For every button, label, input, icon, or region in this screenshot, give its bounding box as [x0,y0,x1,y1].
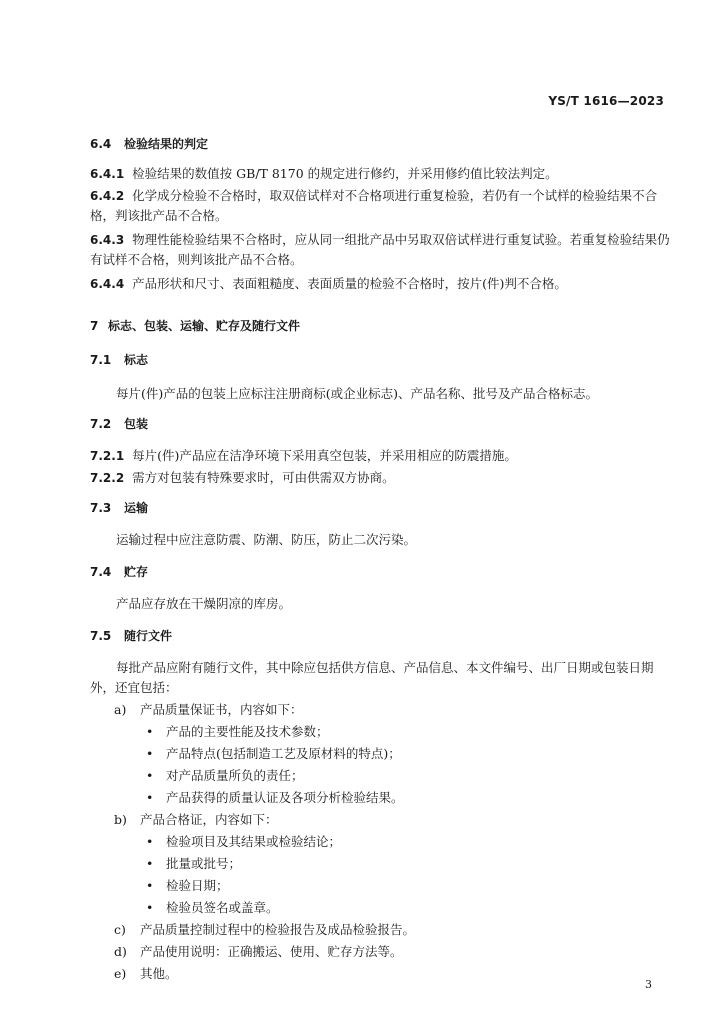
bullet-text: 检验员签名或盖章。 [166,900,279,915]
section-7-3-heading [90,498,670,518]
bullet-icon: • [146,856,154,871]
bullet-text: 批量或批号； [166,856,242,871]
section-number: 6.4 [90,137,112,151]
section-number: 7.2 [90,417,112,431]
bullet-text: 检验项目及其结果或检验结论； [166,834,342,849]
section-title: 贮存 [124,565,149,579]
list-marker: b) [114,812,127,827]
clause-text: 物理性能检验结果不合格时，应从同一组批产品中另取双倍试样进行重复试验。若重复检验结果仍有试样不合格，则判该批产品不合格。 [90,232,670,267]
section-number: 7.3 [90,501,112,515]
clause-number: 6.4.2 [90,189,125,203]
section-7-4-heading [90,562,670,582]
bullet-icon: • [146,768,154,783]
clause-number: 7.2.1 [90,449,125,463]
page-number: 3 [645,978,652,991]
clause-text: 产品形状和尺寸、表面粗糙度、表面质量的检验不合格时，按片(件)判不合格。 [132,276,567,291]
bullet-text: 检验日期； [166,878,229,893]
section-7-heading [90,316,670,336]
standard-code: YS/T 1616—2023 [548,94,664,108]
section-7-3-text: 运输过程中应注意防震、防潮、防压，防止二次污染。 [116,532,417,547]
clause-number: 7.2.2 [90,471,125,485]
bullet-text: 产品特点(包括制造工艺及原材料的特点)； [166,746,401,761]
bullet-item [146,898,666,918]
bullet-text: 产品获得的质量认证及各项分析检验结果。 [166,790,404,805]
bullet-item [146,744,666,764]
clause-6-4-4 [90,274,670,294]
bullet-text: 产品的主要性能及技术参数； [166,724,329,739]
bullet-item [146,766,666,786]
bullet-icon: • [146,790,154,805]
clause-6-4-3 [90,230,670,270]
section-7-4-text: 产品应存放在干燥阴凉的库房。 [116,596,292,611]
bullet-icon: • [146,834,154,849]
clause-number: 6.4.1 [90,167,125,181]
list-marker: d) [114,944,127,959]
list-text: 产品质量保证书，内容如下： [140,702,303,717]
bullet-icon: • [146,724,154,739]
section-7-2-heading [90,414,670,434]
list-item-e [114,964,674,984]
list-text: 产品合格证，内容如下： [140,812,278,827]
clause-6-4-1 [90,164,670,184]
list-item-a [114,700,674,720]
list-marker: c) [114,922,126,937]
section-7-1-heading [90,350,670,370]
bullet-item [146,854,666,874]
section-title: 随行文件 [124,629,173,643]
bullet-item [146,722,666,742]
clause-6-4-2 [90,186,670,226]
list-marker: a) [114,702,127,717]
list-marker: e) [114,966,127,981]
clause-number: 6.4.3 [90,233,125,247]
clause-number: 6.4.4 [90,277,125,291]
section-7-5-intro: 每批产品应附有随行文件，其中除应包括供方信息、产品信息、本文件编号、出厂日期或包装日期外，还宜包括： [90,660,654,695]
list-text: 产品质量控制过程中的检验报告及成品检验报告。 [140,922,416,937]
section-6-4-heading [90,134,670,154]
bullet-item [146,788,666,808]
section-title: 运输 [124,501,149,515]
bullet-icon: • [146,900,154,915]
bullet-text: 对产品质量所负的责任； [166,768,304,783]
section-number: 7 [90,319,99,333]
bullet-item [146,832,666,852]
section-number: 7.5 [90,629,112,643]
clause-text: 需方对包装有特殊要求时，可由供需双方协商。 [132,470,395,485]
clause-text: 检验结果的数值按 GB/T 8170 的规定进行修约，并采用修约值比较法判定。 [132,166,558,181]
section-number: 7.4 [90,565,112,579]
bullet-icon: • [146,878,154,893]
bullet-icon: • [146,746,154,761]
list-text: 其他。 [140,966,178,981]
section-7-1-text: 每片(件)产品的包装上应标注注册商标(或企业标志)、产品名称、批号及产品合格标志。 [116,386,599,401]
section-title: 标志 [124,353,149,367]
clause-7-2-1 [90,446,670,466]
clause-text: 每片(件)产品应在洁净环境下采用真空包装，并采用相应的防震措施。 [132,448,517,463]
section-number: 7.1 [90,353,112,367]
list-item-c [114,920,674,940]
section-title: 检验结果的判定 [124,137,209,151]
section-title: 包装 [124,417,149,431]
bullet-item [146,876,666,896]
section-7-5-heading [90,626,670,646]
list-text: 产品使用说明：正确搬运、使用、贮存方法等。 [140,944,403,959]
section-title: 标志、包装、运输、贮存及随行文件 [108,319,301,333]
list-item-b [114,810,674,830]
clause-text: 化学成分检验不合格时，取双倍试样对不合格项进行重复检验，若仍有一个试样的检验结果不合格，判该批产品不合格。 [90,188,658,223]
clause-7-2-2 [90,468,670,488]
list-item-d [114,942,674,962]
